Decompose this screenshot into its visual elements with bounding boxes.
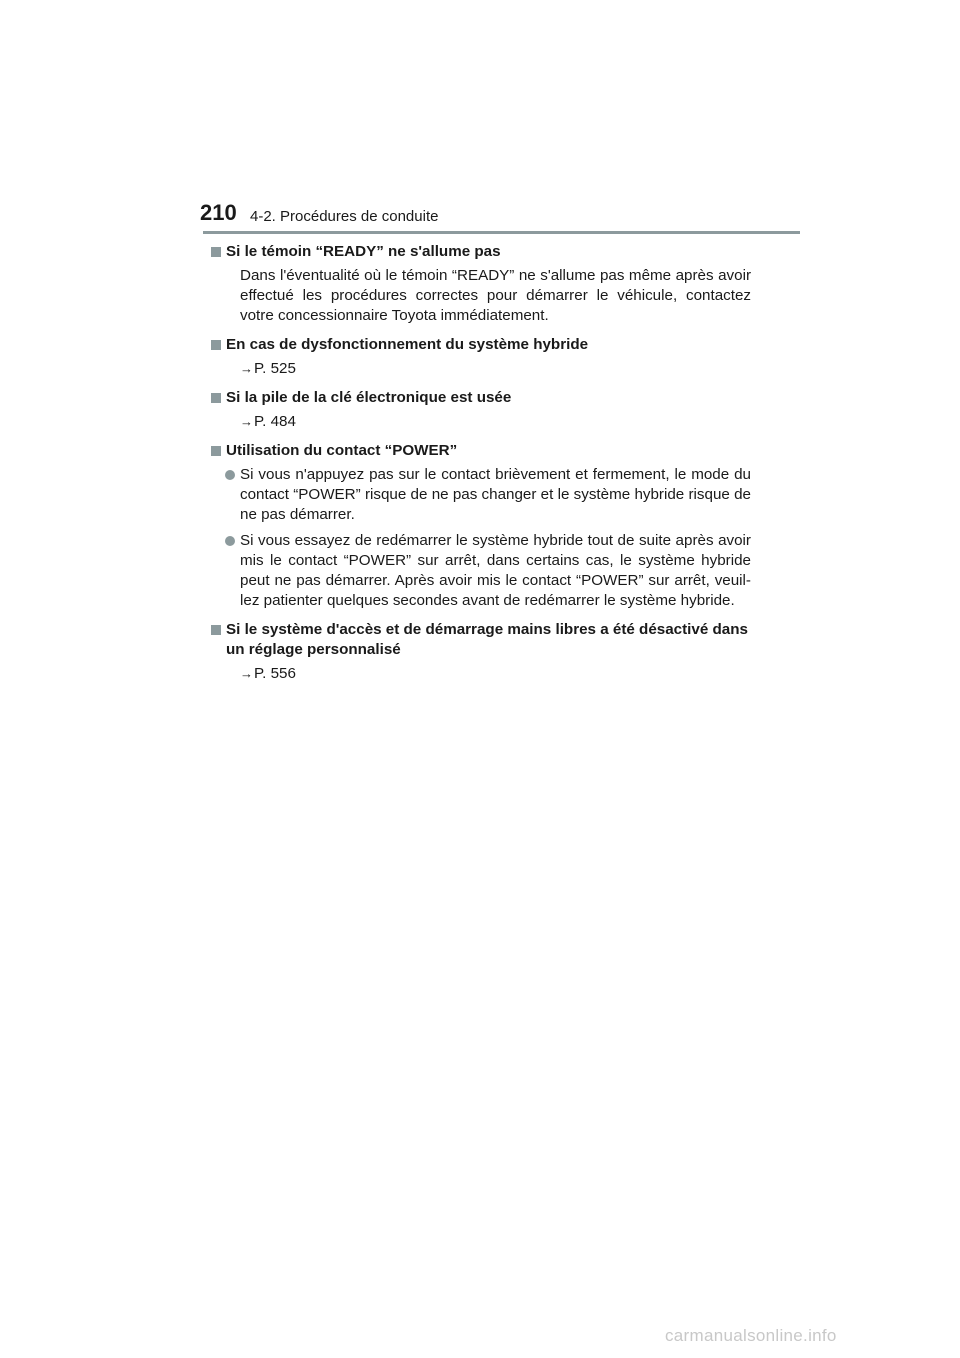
arrow-right-icon: → [240, 666, 253, 681]
bullet-text: Si vous essayez de redémarrer le système hybride tout de suite après avoir mis le contact “POWER” sur arrêt, dans certains cas, le système hybride peut ne pas démarrer. Après avoir mis le contact “POWER” sur arrêt, veuil-lez patienter quelques secondes avant de redémarrer le système hybride. [240, 532, 751, 609]
section-power-switch [211, 441, 751, 611]
heading-text: Utilisation du contact “POWER” [226, 442, 458, 459]
page-reference[interactable] [211, 359, 751, 379]
page-number: 210 [200, 200, 237, 225]
section-heading [211, 335, 751, 355]
heading-text: Si la pile de la clé électronique est usée [226, 389, 512, 406]
heading-text: Si le témoin “READY” ne s'allume pas [226, 243, 501, 260]
heading-text: En cas de dysfonctionnement du système hybride [226, 336, 589, 353]
section-key-battery [211, 388, 751, 432]
page-content [211, 242, 751, 693]
section-title: 4-2. Procédures de conduite [250, 208, 439, 225]
section-heading [211, 388, 751, 408]
section-heading [211, 242, 751, 262]
section-smart-access-disabled [211, 620, 751, 684]
heading-text: Si le système d'accès et de démarrage mains libres a été désactivé dans un réglage personnalisé [226, 621, 748, 658]
page-reference-text[interactable]: P. 525 [254, 360, 296, 377]
section-heading [211, 441, 751, 461]
circle-bullet-icon [225, 470, 235, 480]
section-ready-indicator [211, 242, 751, 326]
bullet-item [211, 465, 751, 525]
page-reference-text[interactable]: P. 484 [254, 413, 296, 430]
square-bullet-icon [211, 247, 221, 257]
square-bullet-icon [211, 393, 221, 403]
arrow-right-icon: → [240, 361, 253, 376]
square-bullet-icon [211, 340, 221, 350]
section-heading [211, 620, 751, 660]
page-reference-text[interactable]: P. 556 [254, 665, 296, 682]
square-bullet-icon [211, 625, 221, 635]
header-divider [203, 231, 800, 234]
square-bullet-icon [211, 446, 221, 456]
bullet-text: Si vous n'appuyez pas sur le contact brièvement et fermement, le mode du contact “POWER” risque de ne pas changer et le système hybride risque de ne pas démarrer. [240, 466, 751, 523]
section-paragraph: Dans l'éventualité où le témoin “READY” ne s'allume pas même après avoir effectué les procédures correctes pour démarrer le véhicule, contactez votre concessionnaire Toyota immédiatement. [240, 267, 751, 324]
watermark: carmanualsonline.info [665, 1326, 837, 1345]
page-reference[interactable] [211, 664, 751, 684]
section-hybrid-malfunction [211, 335, 751, 379]
bullet-item [211, 531, 751, 611]
circle-bullet-icon [225, 536, 235, 546]
page-reference[interactable] [211, 412, 751, 432]
arrow-right-icon: → [240, 414, 253, 429]
